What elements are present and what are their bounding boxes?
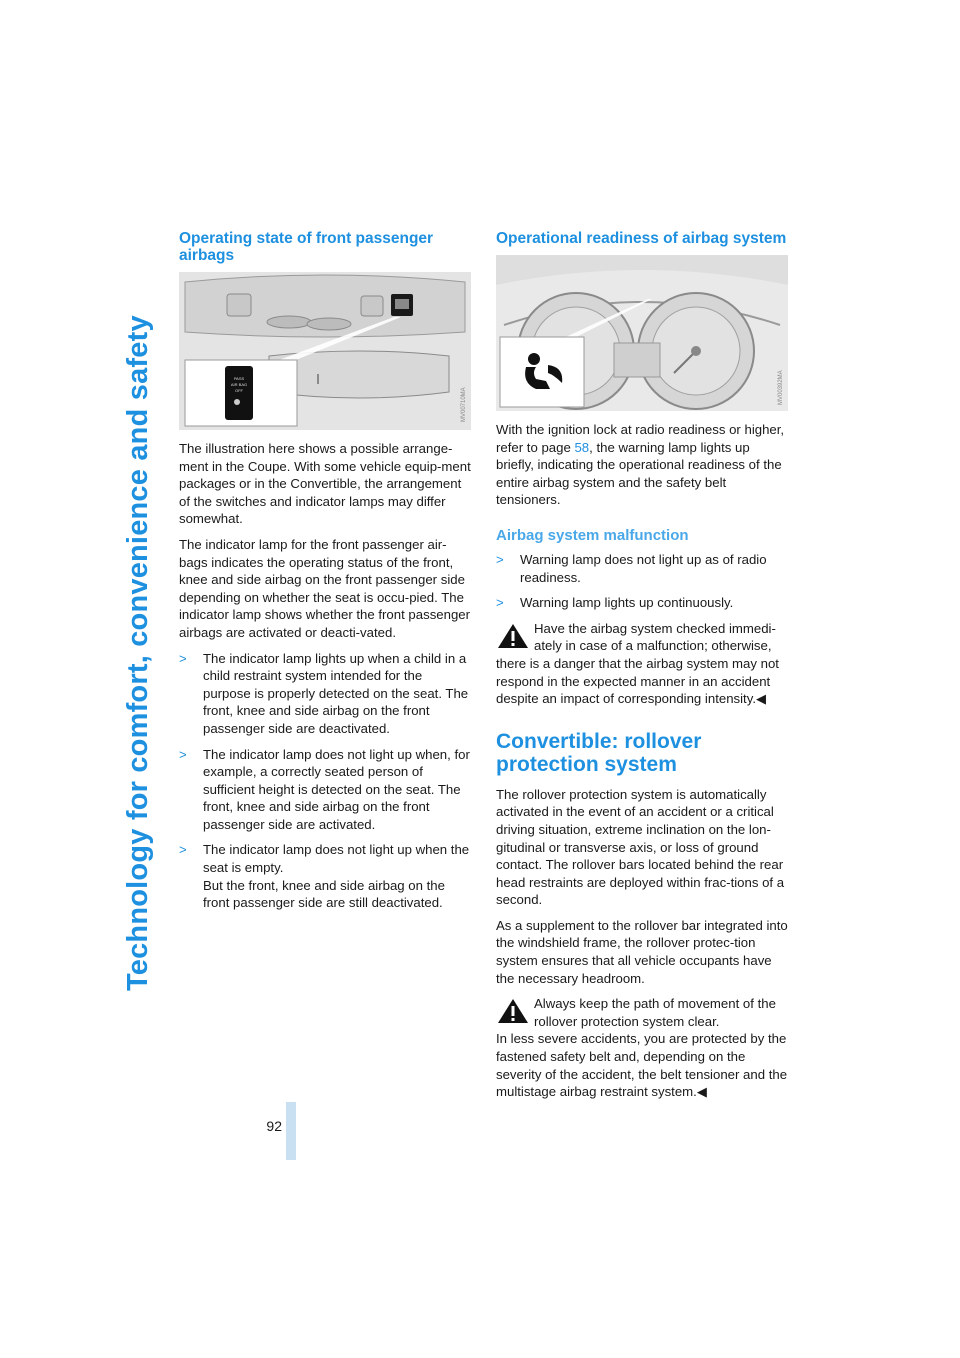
instrument-cluster-illustration [496, 255, 788, 411]
paragraph-ignition-readiness [496, 421, 788, 509]
lamp-text-2: AIR BAG [230, 382, 248, 387]
subheading-malfunction: Airbag system malfunction [496, 526, 689, 544]
page-bar [286, 1102, 296, 1160]
paragraph-arrangement: The illustration here shows a possible arrange-ment in the Coupe. With some vehicle equip-ment packages or in the Convertible, the arrangement of the switches and indicator lamps may differ somewhat. [179, 441, 471, 527]
right-column [496, 230, 788, 1109]
bullet-text: The indicator lamp does not light up when, for example, a correctly seated person of sufficient height is detected on the seat. The front, knee and side airbag on the front passenger side are activated. [203, 746, 470, 832]
overhead-console-illustration [179, 272, 471, 430]
figure-passenger-airbag-lamp [179, 272, 471, 430]
figure-instrument-cluster [496, 255, 788, 411]
figure-code: MV00392MA [778, 370, 784, 405]
lamp-text-3: OFF [235, 388, 243, 393]
bullet-text: Warning lamp does not light up as of radio readiness. [520, 551, 767, 585]
bullet-text: The indicator lamp lights up when a child in a child restraint system intended for the purpose is properly detected on the seat. The front, knee and side airbag on the front passenger side are deactivated. [203, 650, 469, 736]
bullet-marker: > [496, 551, 504, 567]
section-heading-airbag-readiness: Operational readiness of airbag system [496, 230, 787, 247]
section-heading-passenger-airbags: Operating state of front passenger airbags [179, 230, 434, 264]
warning-text-first: Have the airbag system checked immedi-ately in case of a malfunction; otherwise, [534, 620, 776, 654]
bullet-marker: > [179, 650, 187, 666]
warning-note-rollover [496, 995, 788, 1101]
left-column [179, 230, 471, 920]
section-heading-rollover: Convertible: rollover protection system [496, 729, 702, 776]
warning-note-malfunction [496, 620, 788, 708]
paragraph-rollover-headroom: As a supplement to the rollover bar integrated into the windshield frame, the rollover protec-tion system ensures that all vehicle occupants have the necessary headroom. [496, 917, 788, 986]
warning-text-rest: there is a danger that the airbag system may not respond in the expected manner in an accident despite an impact of corresponding intensity. [496, 655, 779, 707]
bullet-marker: > [179, 746, 187, 762]
lamp-text-1: PASS [233, 376, 245, 381]
page-link-58[interactable]: 58 [574, 439, 590, 455]
bullet-marker: > [496, 595, 504, 611]
end-mark: ◀ [756, 691, 767, 707]
list-item [496, 594, 788, 612]
list-item [179, 841, 471, 911]
bullet-text: The indicator lamp does not light up when the seat is empty. [203, 842, 470, 876]
warning-triangle-icon [496, 997, 530, 1025]
paragraph-rollover-activation: The rollover protection system is automatically activated in the event of an accident or a critical driving situation, extreme inclination on the lon-gitudinal or transverse axis, or loss of ground contact. The rollover bars located behind the rear head restraints are deployed within frac-tions of a second. [496, 786, 785, 908]
figure-code: MV00710MA [461, 387, 467, 422]
bullet-text-continued: But the front, knee and side airbag on the front passenger side are still deactivated. [203, 877, 445, 911]
p1-after: , the warning lamp lights up briefly, indicating the operational readiness of the entire airbag system and the safety belt tensioners. [496, 439, 782, 508]
end-mark: ◀ [696, 1084, 707, 1100]
page-number: 92 [266, 1118, 282, 1134]
bullet-marker: > [179, 842, 187, 858]
list-item [496, 551, 788, 586]
warning-text-first: Always keep the path of movement of the rollover protection system clear. [534, 996, 776, 1029]
warning-text-rest: In less severe accidents, you are protected by the fastened safety belt and, depending on the severity of the accident, the belt tensioner and the multistage airbag restraint system. [496, 1031, 788, 1100]
bullet-text: Warning lamp lights up continuously. [520, 595, 734, 611]
p1-before: With the ignition lock at radio readiness or higher, refer to page [496, 422, 785, 455]
paragraph-indicator-lamp: The indicator lamp for the front passenger air-bags indicates the operating status of the front, knee and side airbag on the front passenger side depending on whether the seat is occu-pied. The indicator lamp shows whether the front passenger airbags are activated or deacti-vated. [179, 536, 471, 640]
chapter-title-text: Technology for comfort, convenience and safety [122, 315, 154, 991]
list-item [179, 650, 471, 738]
warning-triangle-icon [496, 622, 530, 650]
list-item [179, 746, 471, 834]
